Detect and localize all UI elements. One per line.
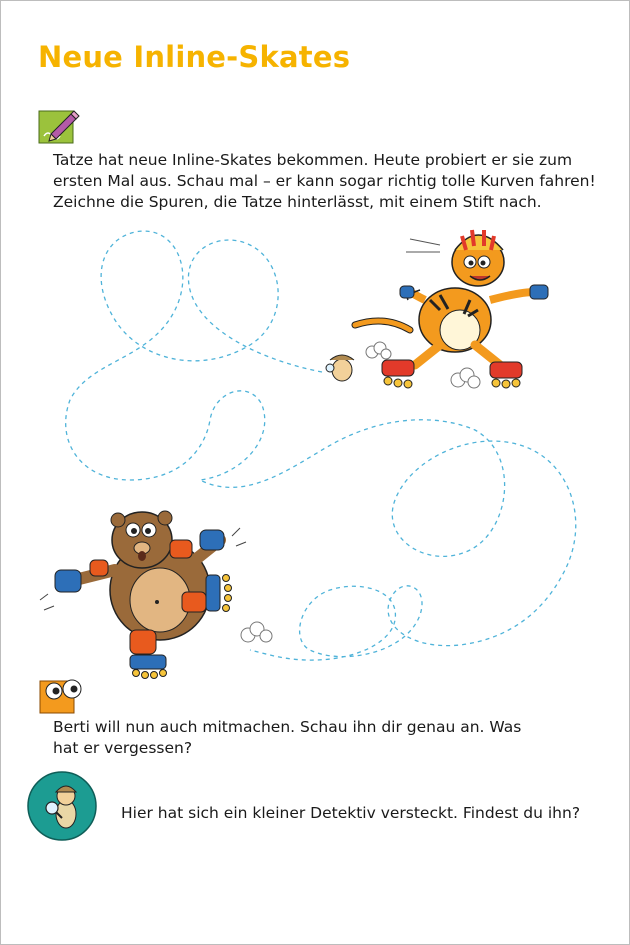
bear-berti-illustration (40, 511, 246, 679)
page-title: Neue Inline-Skates (38, 40, 351, 74)
task3-text: Hier hat sich ein kleiner Detektiv versteckt. Findest du ihn? (121, 804, 581, 822)
task2-text: Berti will nun auch mitmachen. Schau ihn dir genau an. Was hat er vergessen? (53, 718, 522, 757)
tiger-tatze-illustration (355, 230, 548, 388)
looking-eyes-icon (39, 677, 85, 715)
detective-icon (26, 770, 98, 842)
task1-text: Tatze hat neue Inline-Skates bekommen. Heute probiert er sie zum ersten Mal aus. Schau mal – er kann sogar richtig tolle Kurven fahren! Zeichne die Spuren, die Tatze hinterlässt, mit einem Stift nach. (53, 151, 596, 211)
dust-cloud (241, 342, 480, 642)
hidden-detective-illustration (326, 355, 354, 381)
